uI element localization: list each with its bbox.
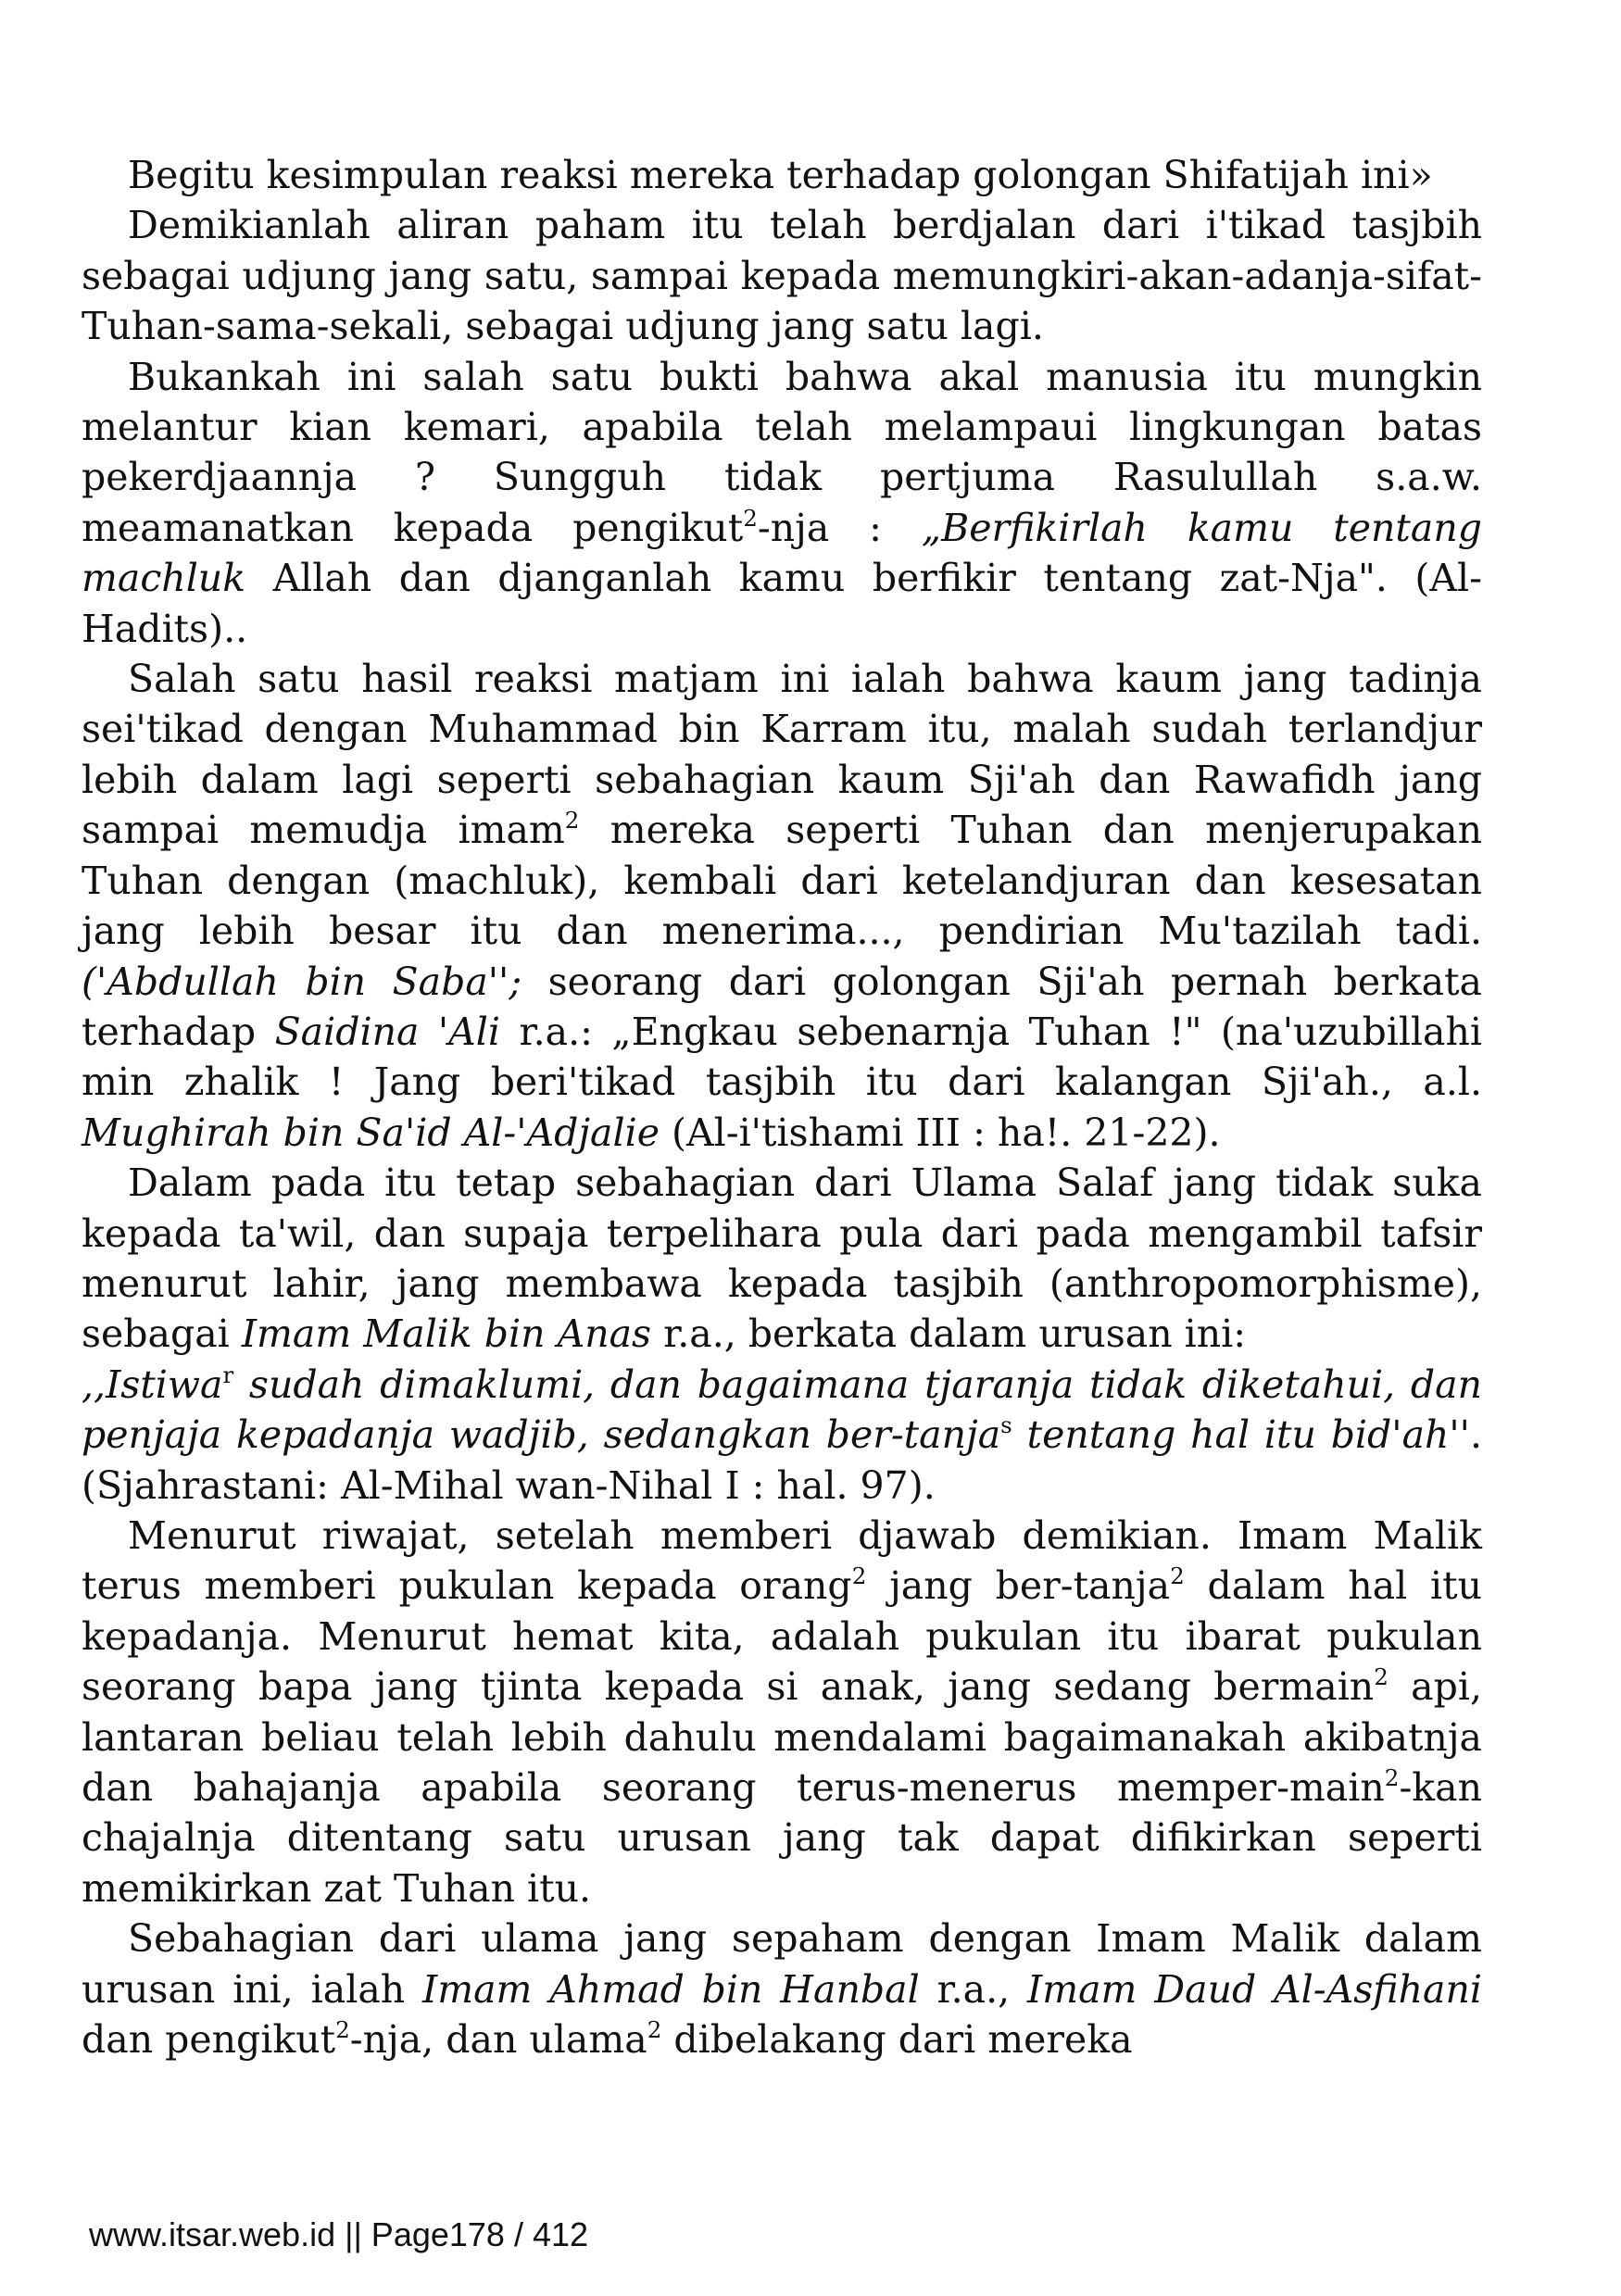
p3-superscript-1: 2: [743, 504, 758, 532]
page-footer: www.itsar.web.id || Page178 / 412: [89, 2215, 589, 2253]
p4-text-c: seorang dari golongan Sji'ah pernah berkata terhadap: [82, 959, 1482, 1054]
p7-italic-2: Imam Daud Al-Asfihani: [1027, 1966, 1482, 2012]
paragraph-5: [82, 1158, 1482, 1360]
p4-italic-3: Mughirah bin Sa'id Al-'Adjalie: [82, 1110, 660, 1155]
p1-text: Begitu kesimpulan reaksi mereka terhadap golongan Shifatijah ini»: [128, 153, 1433, 197]
p4-italic-1: ('Abdullah bin Saba'';: [82, 959, 522, 1004]
p4-text-b: mereka seperti Tuhan dan menjerupakan Tuhan dengan (machluk), kembali dari ketelandjuran dan kesesatan jang lebih besar itu dan menerima..., pendirian Mu'tazilah tadi.: [82, 808, 1482, 954]
p4-italic-2: Saidina 'Ali: [274, 1009, 501, 1054]
paragraph-6: [82, 1511, 1482, 1913]
paragraph-2: [82, 200, 1482, 351]
p3-text-c: Allah dan djanganlah kamu berfikir tentang zat-Nja". (Al-Hadits)..: [82, 556, 1482, 651]
paragraph-7: [82, 1913, 1482, 2064]
p7-text-d: -nja, dan ulama: [349, 2017, 647, 2063]
p7-text-e: dibelakang dari mereka: [661, 2017, 1133, 2063]
p6-text-b: jang ber-tanja: [866, 1563, 1171, 1609]
p7-italic-1: Imam Ahmad bin Hanbal: [422, 1966, 920, 2012]
p6-superscript-3: 2: [1374, 1663, 1389, 1691]
block-quote: [82, 1360, 1482, 1511]
p6-superscript-4: 2: [1384, 1764, 1400, 1792]
quote-superscript-1: r: [222, 1361, 234, 1388]
p3-text-b: -nja :: [757, 505, 922, 550]
paragraph-3: [82, 352, 1482, 654]
p3-hadith-quote: „Berfikirlah kamu tentang machluk: [82, 505, 1482, 601]
quote-italic-2: sudah dimaklumi, dan bagaimana tjaranja tidak diketahui, dan penjaja kepadanja wadjib, sedangkan ber-tanja: [82, 1361, 1482, 1458]
quote-citation: . (Sjahrastani: Al-Mihal wan-Nihal I : hal. 97).: [82, 1412, 1483, 1508]
p7-superscript-2: 2: [647, 2016, 662, 2044]
p2-text: Demikianlah aliran paham itu telah berdjalan dari i'tikad tasjbih sebagai udjung jang satu, sampai kepada memungkiri-akan-adanja-sifat-Tuhan-sama-sekali, sebagai udjung jang satu lagi.: [82, 203, 1482, 349]
p6-text-d: api, lantaran beliau telah lebih dahulu mendalami bagaimanakah akibatnja dan bahajanja apabila seorang terus-menerus memper-main: [82, 1664, 1482, 1810]
p6-text-a: Menurut riwajat, setelah memberi djawab demikian. Imam Malik terus memberi pukulan kepada orang: [82, 1512, 1482, 1609]
p6-text-e: -kan chajalnja ditentang satu urusan jang tak dapat difikirkan seperti memikirkan zat Tuhan itu.: [82, 1765, 1482, 1911]
paragraph-4: [82, 654, 1482, 1158]
p3-text-a: Bukankah ini salah satu bukti bahwa akal manusia itu mungkin melantur kian kemari, apabila telah melampaui lingkungan batas pekerdjaannja ? Sungguh tidak pertjuma Rasulullah s.a.w. meamanatkan kepada pengikut: [82, 354, 1482, 550]
p7-text-b: r.a.,: [919, 1966, 1028, 2012]
p6-text-c: dalam hal itu kepadanja. Menurut hemat kita, adalah pukulan itu ibarat pukulan seorang bapa jang tjinta kepada si anak, jang sedang bermain: [82, 1563, 1482, 1710]
p4-text-e: (Al-i'tishami III : ha!. 21-22).: [659, 1110, 1221, 1155]
p5-italic-1: Imam Malik bin Anas: [241, 1311, 652, 1357]
p5-text-b: r.a., berkata dalam urusan ini:: [651, 1311, 1247, 1357]
p7-superscript-1: 2: [335, 2016, 350, 2044]
p4-text-a: Salah satu hasil reaksi matjam ini ialah bahwa kaum jang tadinja sei'tikad dengan Muhammad bin Karram itu, malah sudah terlandjur lebih dalam lagi seperti sebahagian kaum Sji'ah dan Rawafidh jang sampai memudja imam: [82, 657, 1482, 853]
p5-text-a: Dalam pada itu tetap sebahagian dari Ulama Salaf jang tidak suka kepada ta'wil, dan supaja terpelihara pula dari pada mengambil tafsir menurut lahir, jang membawa kepada tasjbih (anthropomorphisme), sebagai: [82, 1161, 1482, 1357]
body-text: [82, 150, 1482, 2064]
quote-italic-3: tentang hal itu bid'ah'': [1012, 1412, 1470, 1458]
p7-text-a: Sebahagian dari ulama jang sepaham dengan Imam Malik dalam urusan ini, ialah: [82, 1916, 1482, 2012]
p4-text-d: r.a.: „Engkau sebenarnja Tuhan !" (na'uzubillahi min zhalik ! Jang beri'tikad tasjbih itu dari kalangan Sji'ah., a.l.: [82, 1009, 1483, 1105]
p6-superscript-2: 2: [1170, 1562, 1185, 1590]
p7-text-c: dan pengikut: [82, 2017, 336, 2063]
p6-superscript-1: 2: [851, 1562, 867, 1590]
quote-superscript-2: s: [1000, 1411, 1012, 1439]
p4-superscript-1: 2: [564, 807, 580, 834]
paragraph-1: [82, 150, 1482, 200]
quote-italic-1: ,,Istiwa: [82, 1361, 223, 1407]
